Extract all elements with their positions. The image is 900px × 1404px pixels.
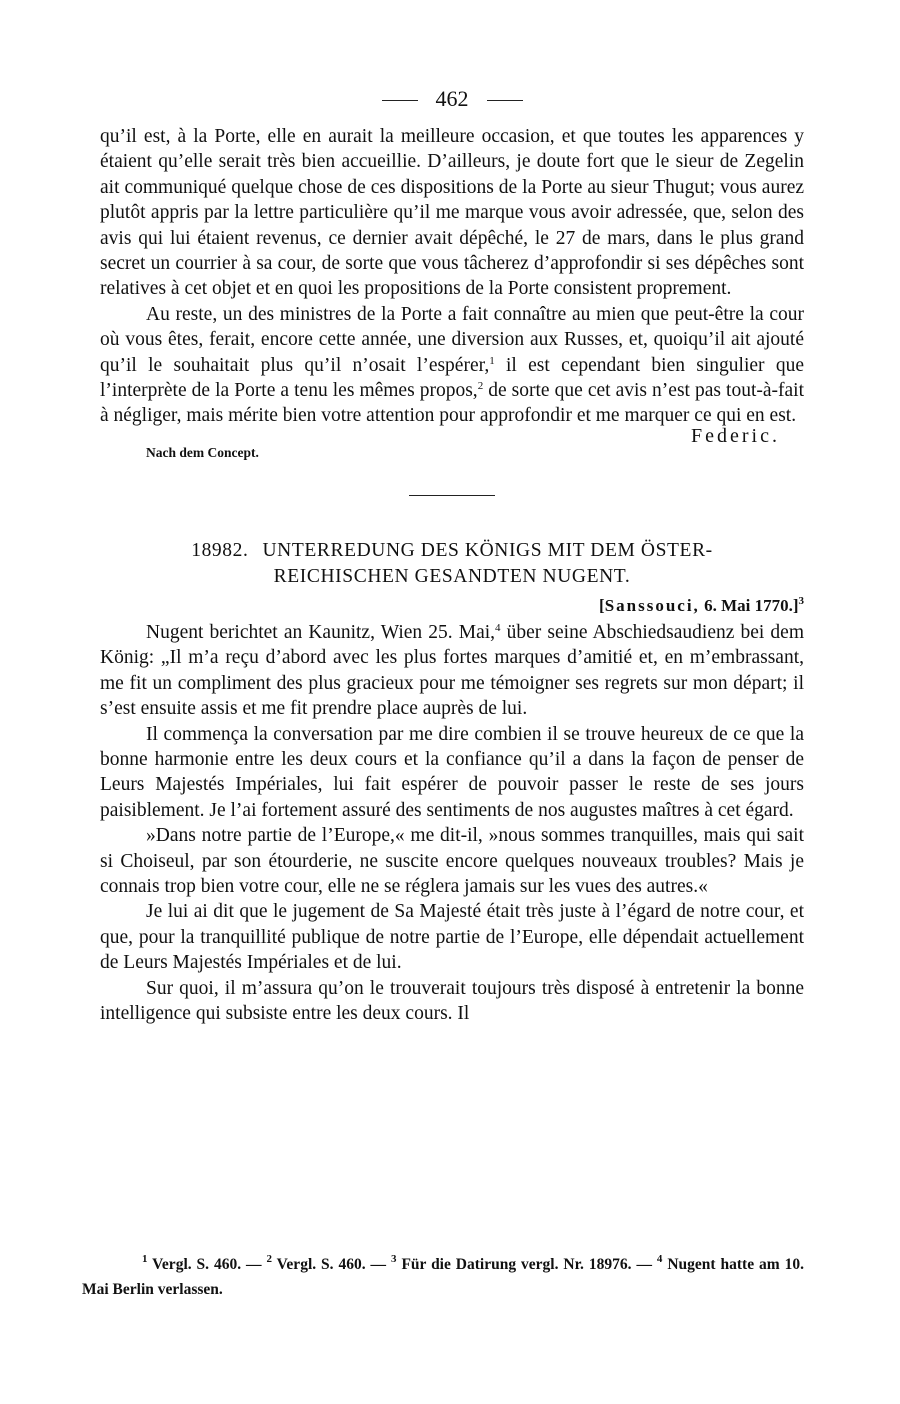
- page: [100, 84, 804, 1026]
- dateline-place: Sanssouci,: [604, 595, 700, 615]
- dateline: [Sanssouci, 6. Mai 1770.]$^3$: [599, 594, 804, 615]
- body-paragraph-2: Il commença la conversation par me dire combien il se trouve heureux de ce que la bonne harmonie entre les deux cours et la confiance qu’il a dans la façon de penser de Leurs Majestés Impériales, lui fait espérer de pouvoir passer le reste de ses jours paisiblement. Je l’ai fortement assuré des sentiments de nos augustes maîtres à cet égard.: [100, 723, 804, 821]
- footnote-ref-4: 4: [495, 621, 501, 634]
- footnote-ref-2: 2: [477, 380, 484, 393]
- signature-block: [100, 424, 804, 469]
- letter-paragraph-1: qu’il est, à la Porte, elle en aurait la meilleure occasion, et que toutes les apparences y étaient qu’elle serait très bien accueillie. D’ailleurs, je doute fort que le sieur de Zegelin ait communiqué quelque chose de ces dispositions de la Porte au sieur Thugut; vous aurez plutôt appris par la lettre particulière qu’il me marque vous avoir adressée, que, selon des avis qui lui étaient revenus, ce dernier avait dépêché, le 27 de mars, dans le plus grand secret un courrier à sa cour, de sorte que vous tâcherez d’approfondir si ses dépêches sont relatives à cet objet et en quoi les propositions de la Porte consistent proprement.: [100, 126, 804, 300]
- footnotes: [82, 1252, 804, 1302]
- footnote-text: $^1$ Vergl. S. 460. — $^2$ Vergl. S. 460. — $^3$ Für die Datirung vergl. Nr. 18976. — $^4$ Nugent hatte am 10. Mai Berlin verlassen.: [82, 1253, 804, 1298]
- header-dash-left: [382, 100, 418, 101]
- signature: Federic.: [691, 424, 780, 447]
- section-number: 18982.: [191, 539, 249, 561]
- page-header: [100, 84, 804, 114]
- section-title-line-2: REICHISCHEN GESANDTEN NUGENT.: [273, 565, 631, 587]
- footnote-ref-1: 1: [489, 354, 495, 367]
- section-separator: [409, 495, 495, 496]
- body-paragraph-1: Nugent berichtet an Kaunitz, Wien 25. Mai,$^4$ über seine Abschiedsaudienz bei dem König: „Il m’a reçu d’abord avec les plus fortes marques d’amitié et, en m’embrassant, me fit un compliment des plus gracieux pour me témoigner ses regrets sur mon départ; il s’est ensuite assis et me fit prendre place auprès de lui.: [100, 621, 804, 720]
- body-paragraph-4: Je lui ai dit que le jugement de Sa Majesté était très juste à l’égard de notre cour, et que, pour la tranquillité publique de notre partie de l’Europe, elle dépendait actuellement de Leurs Majestés Impériales et de lui.: [100, 901, 804, 974]
- letter-paragraph-2: Au reste, un des ministres de la Porte a fait connaître au mien que peut-être la cour où vous êtes, ferait, encore cette année, une diversion aux Russes, et, quoiqu’il ait ajouté qu’il le souhaitait plus qu’il n’osait l’espérer,$^1$ il est cependant bien singulier que l’interprète de la Porte a tenu les mêmes propos,$^2$ de sorte que cet avis n’est pas tout-à-fait à négliger, mais mérite bien votre attention pour approfondir et me marquer ce qui en est.: [100, 303, 804, 427]
- header-dash-right: [487, 100, 523, 101]
- section-heading: [100, 538, 804, 590]
- section-title-line-1: 18982. UNTERREDUNG DES KÖNIGS MIT DEM ÖSTER-: [191, 539, 713, 561]
- source-note: Nach dem Concept.: [146, 444, 259, 460]
- dateline-date: 6. Mai 1770.]: [699, 595, 799, 615]
- body-paragraph-5: Sur quoi, il m’assura qu’on le trouverait toujours très disposé à entretenir la bonne intelligence qui subsiste entre les deux cours. Il: [100, 977, 804, 1024]
- body-paragraph-3: »Dans notre partie de l’Europe,« me dit-il, »nous sommes tranquilles, mais qui sait si Choiseul, par son étourderie, ne suscite encore quelques nouveaux troubles? Mais je connais trop bien votre cour, elle ne se réglera jamais sur les vues des autres.«: [100, 825, 804, 897]
- footnote-ref-3: 3: [798, 594, 804, 607]
- page-number: 462: [435, 86, 469, 111]
